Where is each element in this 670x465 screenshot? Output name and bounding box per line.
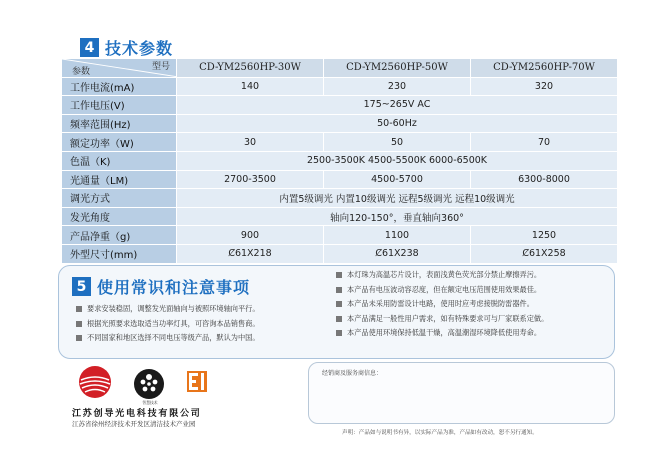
smart-tech-logo-icon xyxy=(133,368,165,400)
table-row xyxy=(62,114,618,133)
cell-value: 900 xyxy=(177,226,324,245)
bullet-square-icon xyxy=(336,330,342,336)
table-row xyxy=(62,96,618,115)
cell-value: 175~265V AC xyxy=(177,96,618,115)
list-item: 要求安装稳固，调整发光面轴向与被照环境轴向平行。 xyxy=(76,302,260,317)
row-label: 发光角度 xyxy=(62,207,177,226)
bullet-square-icon xyxy=(336,272,342,278)
table-row xyxy=(62,207,618,226)
cell-value: 2500-3500K 4500-5500K 6000-6500K xyxy=(177,151,618,170)
corner-param-label: 参数 xyxy=(72,66,91,77)
spec-table xyxy=(61,58,618,264)
row-label: 调光方式 xyxy=(62,189,177,208)
row-label: 工作电流(mA) xyxy=(62,77,177,96)
section-title: 技术参数 xyxy=(105,39,174,58)
dealer-info-label: 经销商及服务商信息： xyxy=(322,370,383,377)
list-item: 本产品未采用防雷设计电路，使用时应考虑接脱防雷器件。 xyxy=(336,297,548,312)
row-label: 产品净重（g) xyxy=(62,226,177,245)
bullet-square-icon xyxy=(76,335,82,341)
cell-value: 320 xyxy=(471,77,618,96)
bullet-square-icon xyxy=(336,287,342,293)
section-4-heading xyxy=(80,36,173,59)
cell-value: 4500-5700 xyxy=(324,170,471,189)
cell-value: 内置5级调光 内置10级调光 远程5级调光 远程10级调光 xyxy=(177,189,618,208)
bullet-square-icon xyxy=(76,321,82,327)
list-item: 本灯珠为高温芯片设计，表面浅黄色荧光部分禁止摩擦弄污。 xyxy=(336,268,548,283)
section-title: 使用常识和注意事项 xyxy=(97,278,251,297)
disclaimer-text: 声明：产品如与说明书有异，以实际产品为准，产品如有改动，恕不另行通知。 xyxy=(342,430,538,436)
cell-value: 轴向120-150°，垂直轴向360° xyxy=(177,207,618,226)
model-header: CD-YM2560HP-70W xyxy=(471,59,618,78)
table-row xyxy=(62,189,618,208)
row-label: 外型尺寸(mm) xyxy=(62,244,177,263)
table-row xyxy=(62,244,618,263)
company-address: 江苏省徐州经济技术开发区清洁技术产业园 xyxy=(72,420,196,428)
cell-value: 50-60Hz xyxy=(177,114,618,133)
cell-value: 30 xyxy=(177,133,324,152)
cell-value: 1250 xyxy=(471,226,618,245)
list-item: 不同国家和地区选择不同电压等级产品，默认为中国。 xyxy=(76,331,260,346)
company-sphere-logo-icon xyxy=(78,365,112,399)
cell-value: 50 xyxy=(324,133,471,152)
table-row xyxy=(62,226,618,245)
table-header-row xyxy=(62,59,618,78)
section-5-heading xyxy=(72,275,250,298)
company-name: 江苏创导光电科技有限公司 xyxy=(72,409,202,419)
table-row xyxy=(62,133,618,152)
usage-notes-right xyxy=(336,268,548,341)
row-label: 色温（K) xyxy=(62,151,177,170)
bullet-square-icon xyxy=(336,301,342,307)
bullet-square-icon xyxy=(76,306,82,312)
table-row xyxy=(62,170,618,189)
cell-value: Ȼ61X238 xyxy=(324,244,471,263)
cell-value: 2700-3500 xyxy=(177,170,324,189)
bullet-square-icon xyxy=(336,316,342,322)
section-number: 4 xyxy=(80,38,99,57)
section-number: 5 xyxy=(72,277,91,296)
cell-value: 6300-8000 xyxy=(471,170,618,189)
cell-value: 230 xyxy=(324,77,471,96)
cell-value: 70 xyxy=(471,133,618,152)
model-header: CD-YM2560HP-50W xyxy=(324,59,471,78)
list-item: 根据光照要求选取适当功率灯具，可咨询本品销售商。 xyxy=(76,317,260,332)
ei-logo-icon xyxy=(187,371,207,392)
usage-notes-left xyxy=(76,302,260,346)
corner-model-label: 型号 xyxy=(151,62,170,72)
row-label: 工作电压(V) xyxy=(62,96,177,115)
smart-tech-caption: 智慧技术 xyxy=(142,400,158,405)
cell-value: 1100 xyxy=(324,226,471,245)
list-item: 本产品使用环境保持低温干燥，高温潮湿环境降低使用寿命。 xyxy=(336,326,548,341)
list-item: 本产品满足一般性用户需求，如有特殊要求可与厂家联系定做。 xyxy=(336,312,548,327)
table-row xyxy=(62,77,618,96)
cell-value: 140 xyxy=(177,77,324,96)
row-label: 频率范围(Hz) xyxy=(62,114,177,133)
model-header: CD-YM2560HP-30W xyxy=(177,59,324,78)
row-label: 额定功率（W) xyxy=(62,133,177,152)
cell-value: Ȼ61X218 xyxy=(177,244,324,263)
table-row xyxy=(62,151,618,170)
row-label: 光通量（LM) xyxy=(62,170,177,189)
corner-cell xyxy=(62,59,177,78)
list-item: 本产品有电压波动容忍度，但在额定电压范围使用效果最佳。 xyxy=(336,283,548,298)
cell-value: Ȼ61X258 xyxy=(471,244,618,263)
